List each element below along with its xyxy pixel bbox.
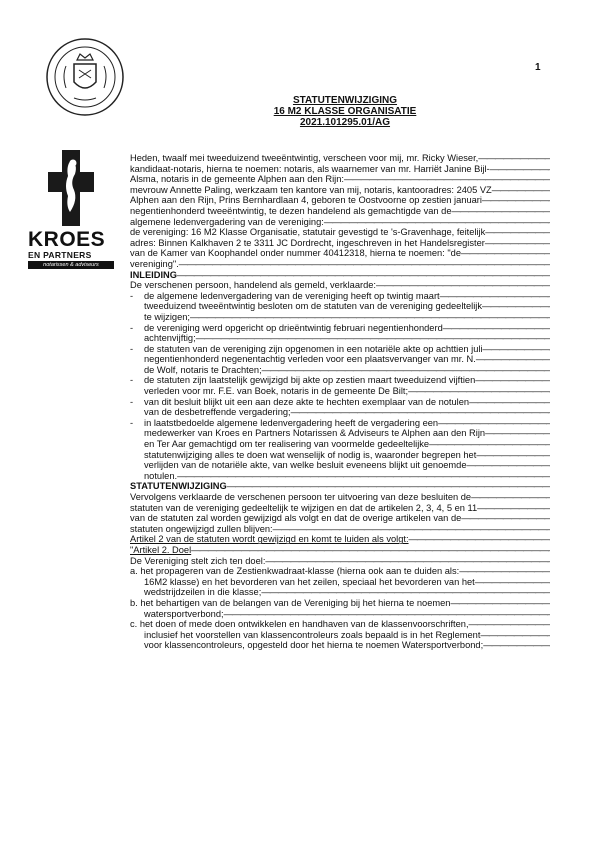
body-line [130, 259, 550, 270]
body-line [130, 206, 550, 217]
line-filler [262, 365, 550, 375]
line-filler [273, 524, 550, 534]
line-filler [471, 492, 550, 502]
body-line-text: van de Kamer van Koophandel onder nummer 40412318, hierna te noemen: "de [130, 248, 461, 259]
line-filler [179, 259, 550, 269]
body-line-text: verlijden van de notariële akte, van welke besluit eveneens blijkt uit genoemde [144, 460, 467, 471]
body-line [130, 492, 550, 503]
body-line-text: statuten van de vereniging gedeeltelijk te wijzigen en dat de artikelen 2, 3, 4, 5 en 11 [130, 502, 478, 513]
body-line [130, 577, 550, 588]
line-filler [461, 513, 550, 523]
body-line [130, 323, 550, 334]
body-line-text: kandidaat-notaris, hierna te noemen: notaris, als waarnemer van mr. Harriët Janine Bijl- [130, 163, 490, 174]
line-filler [177, 471, 550, 481]
body-line-text: negentienhonderd negenentachtig verleden voor een plaatsvervanger van mr. N. [144, 354, 476, 365]
line-filler [485, 238, 550, 248]
body-line [130, 333, 550, 344]
line-filler [443, 323, 550, 333]
body-line-text: c. het doen of mede doen ontwikkelen en handhaven van de klassenvoorschriften, [130, 619, 469, 630]
line-filler [467, 460, 551, 470]
line-filler [344, 174, 550, 184]
body-line-text: STATUTENWIJZIGING [130, 481, 227, 492]
bullet-dash: - [130, 343, 134, 354]
body-line [130, 640, 550, 651]
body-line-text: De Vereniging stelt zich ten doel: [130, 555, 266, 566]
body-line-text: verleden voor mr. F.E. van Boek, notaris in de gemeente De Bilt; [144, 386, 409, 397]
line-filler [485, 428, 550, 438]
body-line [130, 407, 550, 418]
body-line [130, 524, 550, 535]
line-filler [440, 291, 550, 301]
body-line [130, 513, 550, 524]
body-line [130, 503, 550, 514]
body-line [130, 556, 550, 567]
body-line [130, 270, 550, 281]
logo-subtitle: EN PARTNERS [28, 250, 92, 260]
line-filler [485, 227, 550, 237]
document-title: STATUTENWIJZIGING [292, 95, 398, 106]
body-line-text: medewerker van Kroes en Partners Notarissen & Adviseurs te Alphen aan den Rijn [144, 428, 486, 439]
body-line [130, 481, 550, 492]
body-line [130, 195, 550, 206]
body-line-text: Heden, twaalf mei tweeduizend tweeëntwintig, verscheen voor mij, mr. Ricky Wieser, [130, 153, 479, 163]
body-line-text: te wijzigen; [144, 311, 190, 322]
body-line [130, 174, 550, 185]
body-line-text: de statuten zijn laatstelijk gewijzigd bij akte op zestien maart tweeduizend vijftien [144, 375, 476, 386]
body-line-text: de vereniging: 16 M2 Klasse Organisatie, statutair gevestigd te 's-Gravenhage, feitelijk [130, 227, 486, 238]
body-line-text: inclusief het voorstellen van klassencontroleurs zoals bepaald is in het Reglement [144, 629, 481, 640]
body-line-text: algemene ledenvergadering van de vereniging: [130, 216, 324, 227]
line-filler [478, 153, 550, 163]
body-line [130, 365, 550, 376]
line-filler [191, 545, 550, 555]
logo-tagline: notarissen & adviseurs [28, 261, 114, 269]
body-line-text: van de desbetreffende vergadering; [144, 407, 291, 418]
line-filler [450, 598, 550, 608]
body-line-text: Alphen aan den Rijn, Prins Bernhardlaan 4, geboren te Oostvoorne op zestien januari [130, 195, 482, 206]
body-line [130, 534, 550, 545]
body-line [130, 545, 550, 556]
body-line [130, 630, 550, 641]
line-filler [475, 375, 550, 385]
bullet-dash: - [130, 417, 134, 428]
line-filler [469, 397, 550, 407]
body-line-text: notulen. [144, 470, 178, 481]
body-line [130, 344, 550, 355]
line-filler [408, 386, 550, 396]
body-line-text: voor klassencontroleurs, opgesteld door het hierna te noemen Watersportverbond; [144, 640, 484, 651]
body-line [130, 386, 550, 397]
line-filler [177, 270, 550, 280]
body-line-text: de statuten van de vereniging zijn opgenomen in een notariële akte op achttien juli [144, 343, 483, 354]
line-filler [477, 503, 550, 513]
cross-figure-icon [48, 150, 94, 226]
line-filler [492, 185, 550, 195]
body-line [130, 418, 550, 429]
line-filler [483, 344, 550, 354]
bullet-dash: - [130, 322, 134, 333]
body-line-text: 16M2 klasse) en het bevorderen van het zeilen, speciaal het bevorderen van het [144, 576, 475, 587]
body-line [130, 619, 550, 630]
body-line-text: statutenwijziging alles te doen wat wenselijk of nodig is, waaronder begrepen het [144, 449, 477, 460]
body-line-text: "Artikel 2. Doel [130, 544, 192, 555]
body-line-text: de vereniging werd opgericht op drieëntwintig februari negentienhonderd [144, 322, 443, 333]
line-filler [490, 164, 550, 174]
body-line [130, 312, 550, 323]
body-line-text: a. het propageren van de Zestienkwadraat-klasse (hierna ook aan te duiden als: [130, 566, 460, 577]
line-filler [291, 407, 550, 417]
body-line [130, 248, 550, 259]
line-filler [459, 566, 550, 576]
body-line [130, 428, 550, 439]
body-line [130, 450, 550, 461]
body-line [130, 227, 550, 238]
line-filler [324, 217, 550, 227]
line-filler [482, 301, 550, 311]
deed-body-text [130, 153, 550, 651]
logo-name: KROES [28, 228, 106, 251]
body-line-text: vereniging". [130, 258, 179, 269]
notary-seal-image [44, 36, 126, 118]
body-line-text: de Wolf, notaris te Drachten; [144, 364, 262, 375]
body-line [130, 460, 550, 471]
line-filler [224, 609, 550, 619]
body-line-text: De verschenen persoon, handelend als gemeld, verklaarde: [130, 280, 377, 291]
reference-number: 2021.101295.01/AG [299, 117, 391, 128]
line-filler [227, 481, 550, 491]
body-line-text: mevrouw Annette Paling, werkzaam ten kantore van mij, notaris, kantooradres: 2405 VZ [130, 184, 492, 195]
line-filler [196, 333, 550, 343]
line-filler [476, 450, 550, 460]
body-line-text: INLEIDING [130, 269, 178, 280]
body-line [130, 354, 550, 365]
line-filler [482, 195, 550, 205]
body-line-text: Vervolgens verklaarde de verschenen persoon ter uitvoering van deze besluiten de [130, 492, 472, 502]
body-line-text: en Ter Aar gemachtigd om ter realisering van voormelde gedeeltelijke [144, 439, 430, 450]
body-line [130, 587, 550, 598]
body-line [130, 397, 550, 408]
body-line-text: watersportverbond; [144, 608, 224, 619]
body-line [130, 375, 550, 386]
bullet-dash: - [130, 290, 134, 301]
body-line-text: negentienhonderd tweeëntwintig, te dezen handelend als gemachtigde van de [130, 205, 452, 216]
organization-name: 16 M2 KLASSE ORGANISATIE [273, 106, 417, 117]
body-line-text: van de statuten zal worden gewijzigd als volgt en dat de overige artikelen van de [130, 513, 462, 524]
body-line-text: adres: Binnen Kalkhaven 2 te 3311 JC Dordrecht, ingeschreven in het Handelsregister [130, 237, 485, 248]
body-line-text: de algemene ledenvergadering van de vereniging heeft op twintig maart [144, 290, 440, 301]
bullet-dash: - [130, 375, 134, 386]
line-filler [480, 630, 550, 640]
line-filler [475, 577, 550, 587]
line-filler [438, 418, 550, 428]
body-line [130, 238, 550, 249]
body-line [130, 471, 550, 482]
body-line [130, 566, 550, 577]
body-line-text: b. het behartigen van de belangen van de Vereniging bij het hierna te noemen [130, 597, 451, 608]
line-filler [190, 312, 550, 322]
bullet-dash: - [130, 396, 134, 407]
body-line-text: wedstrijdzeilen in die klasse; [144, 587, 262, 598]
body-line-text: statuten ongewijzigd zullen blijven: [130, 523, 273, 534]
line-filler [429, 439, 550, 449]
body-line-text: tweeduizend tweeëntwintig besloten om de statuten van de vereniging gedeeltelijk [144, 301, 483, 312]
line-filler [261, 587, 550, 597]
body-line-text: Artikel 2 van de statuten wordt gewijzigd en komt te luiden als volgt: [130, 534, 409, 545]
line-filler [376, 280, 550, 290]
body-line [130, 598, 550, 609]
body-line [130, 164, 550, 175]
body-line [130, 291, 550, 302]
line-filler [409, 534, 550, 544]
body-line [130, 185, 550, 196]
line-filler [452, 206, 550, 216]
body-line-text: achtenvijftig; [144, 333, 196, 344]
line-filler [265, 556, 550, 566]
body-line [130, 153, 550, 164]
body-line [130, 280, 550, 291]
body-line [130, 439, 550, 450]
body-line-text: in laatstbedoelde algemene ledenvergadering heeft de vergadering een [144, 417, 439, 428]
body-line-text: Alsma, notaris in de gemeente Alphen aan den Rijn: [130, 174, 344, 185]
line-filler [476, 354, 550, 364]
line-filler [461, 248, 550, 258]
body-line [130, 301, 550, 312]
body-line-text: van dit besluit blijkt uit een aan deze akte te hechten exemplaar van de notulen [144, 396, 470, 407]
body-line [130, 609, 550, 620]
page-number: 1 [535, 62, 541, 73]
line-filler [469, 619, 550, 629]
line-filler [483, 640, 550, 650]
body-line [130, 217, 550, 228]
